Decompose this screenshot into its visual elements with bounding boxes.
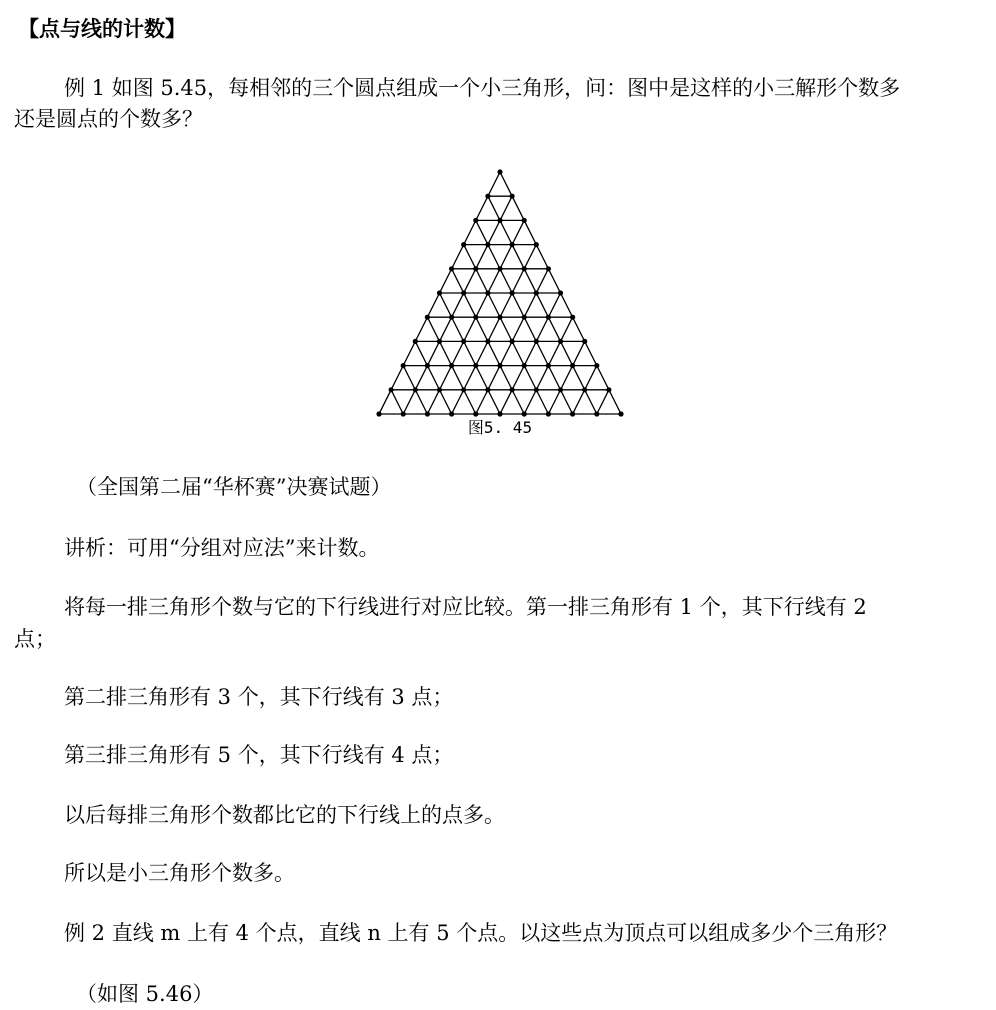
grid-dot bbox=[401, 411, 406, 416]
grid-dot bbox=[449, 315, 454, 320]
grid-dot bbox=[570, 363, 575, 368]
grid-dot bbox=[497, 411, 502, 416]
conclusion-line: 所以是小三角形个数多。 bbox=[64, 861, 295, 885]
example1-line2: 还是圆点的个数多？ bbox=[14, 107, 203, 131]
grid-dot bbox=[473, 266, 478, 271]
grid-dot bbox=[546, 411, 551, 416]
grid-dot bbox=[497, 169, 502, 174]
grid-line-right-diagonal bbox=[488, 196, 597, 414]
grid-dot bbox=[376, 411, 381, 416]
grid-dot bbox=[413, 387, 418, 392]
grid-dot bbox=[449, 363, 454, 368]
grid-dot bbox=[558, 387, 563, 392]
grid-line-left-diagonal bbox=[597, 390, 609, 414]
grid-line-right-diagonal bbox=[440, 293, 501, 414]
grid-dot bbox=[413, 339, 418, 344]
grid-dot bbox=[461, 387, 466, 392]
grid-dot bbox=[510, 387, 515, 392]
row3-line: 第三排三角形有 5 个，其下行线有 4 点； bbox=[64, 743, 454, 767]
example2-line: 例 2 直线 m 上有 4 个点，直线 n 上有 5 个点。以这些点为顶点可以组成多少个三角形？ bbox=[64, 921, 898, 945]
later-line: 以后每排三角形个数都比它的下行线上的点多。 bbox=[64, 803, 505, 827]
grid-dot bbox=[473, 363, 478, 368]
compare-line2: 点； bbox=[14, 627, 56, 651]
grid-dot bbox=[401, 363, 406, 368]
grid-dot bbox=[594, 411, 599, 416]
grid-dot bbox=[558, 339, 563, 344]
grid-dot bbox=[389, 387, 394, 392]
analysis-line: 讲析：可用“分组对应法”来计数。 bbox=[64, 536, 380, 560]
grid-dot bbox=[534, 339, 539, 344]
grid-dot bbox=[437, 339, 442, 344]
grid-dot bbox=[582, 339, 587, 344]
grid-dot bbox=[546, 266, 551, 271]
grid-dot bbox=[522, 266, 527, 271]
grid-dot bbox=[485, 194, 490, 199]
grid-dot bbox=[497, 363, 502, 368]
grid-dot bbox=[473, 315, 478, 320]
grid-dot bbox=[485, 242, 490, 247]
grid-dot bbox=[437, 290, 442, 295]
grid-dot bbox=[497, 218, 502, 223]
grid-dot bbox=[522, 363, 527, 368]
grid-dot bbox=[449, 266, 454, 271]
row2-line: 第二排三角形有 3 个，其下行线有 3 点； bbox=[64, 685, 454, 709]
grid-dot bbox=[546, 315, 551, 320]
source-note: （全国第二届“华杯赛”决赛试题） bbox=[76, 475, 392, 499]
grid-dot bbox=[485, 387, 490, 392]
grid-dot bbox=[546, 363, 551, 368]
grid-dot bbox=[594, 363, 599, 368]
grid-dot bbox=[510, 242, 515, 247]
grid-dot bbox=[473, 411, 478, 416]
example1-line1: 例 1 如图 5.45，每相邻的三个圆点组成一个小三角形，问：图中是这样的小三解形个数多 bbox=[64, 76, 901, 100]
grid-dot bbox=[510, 194, 515, 199]
grid-dot bbox=[485, 290, 490, 295]
grid-dot bbox=[582, 387, 587, 392]
grid-dot bbox=[522, 218, 527, 223]
grid-dot bbox=[461, 339, 466, 344]
grid-dot bbox=[461, 290, 466, 295]
grid-dot bbox=[485, 339, 490, 344]
grid-lines bbox=[379, 172, 621, 414]
grid-dot bbox=[510, 339, 515, 344]
grid-dot bbox=[425, 315, 430, 320]
compare-line1: 将每一排三角形个数与它的下行线进行对应比较。第一排三角形有 1 个，其下行线有 2 bbox=[64, 595, 867, 619]
grid-line-left-diagonal bbox=[403, 196, 512, 414]
grid-dot bbox=[449, 411, 454, 416]
grid-line-left-diagonal bbox=[500, 293, 561, 414]
grid-dot bbox=[522, 411, 527, 416]
grid-dot bbox=[606, 387, 611, 392]
grid-dot bbox=[473, 218, 478, 223]
grid-dot bbox=[534, 387, 539, 392]
grid-dot bbox=[497, 266, 502, 271]
grid-dot bbox=[425, 363, 430, 368]
figure-reference: （如图 5.46） bbox=[76, 982, 214, 1006]
grid-dot bbox=[497, 315, 502, 320]
grid-dot bbox=[461, 242, 466, 247]
grid-dot bbox=[618, 411, 623, 416]
grid-dot bbox=[534, 290, 539, 295]
figure-caption: 图5. 45 bbox=[467, 418, 533, 437]
grid-line-right-diagonal bbox=[391, 390, 403, 414]
section-heading: 【点与线的计数】 bbox=[18, 17, 186, 41]
grid-dot bbox=[522, 315, 527, 320]
triangle-dot-grid-figure bbox=[370, 160, 630, 445]
grid-dot bbox=[570, 315, 575, 320]
grid-dot bbox=[510, 290, 515, 295]
grid-dot bbox=[425, 411, 430, 416]
grid-dot bbox=[570, 411, 575, 416]
grid-dot bbox=[534, 242, 539, 247]
grid-dot bbox=[558, 290, 563, 295]
grid-dot bbox=[437, 387, 442, 392]
